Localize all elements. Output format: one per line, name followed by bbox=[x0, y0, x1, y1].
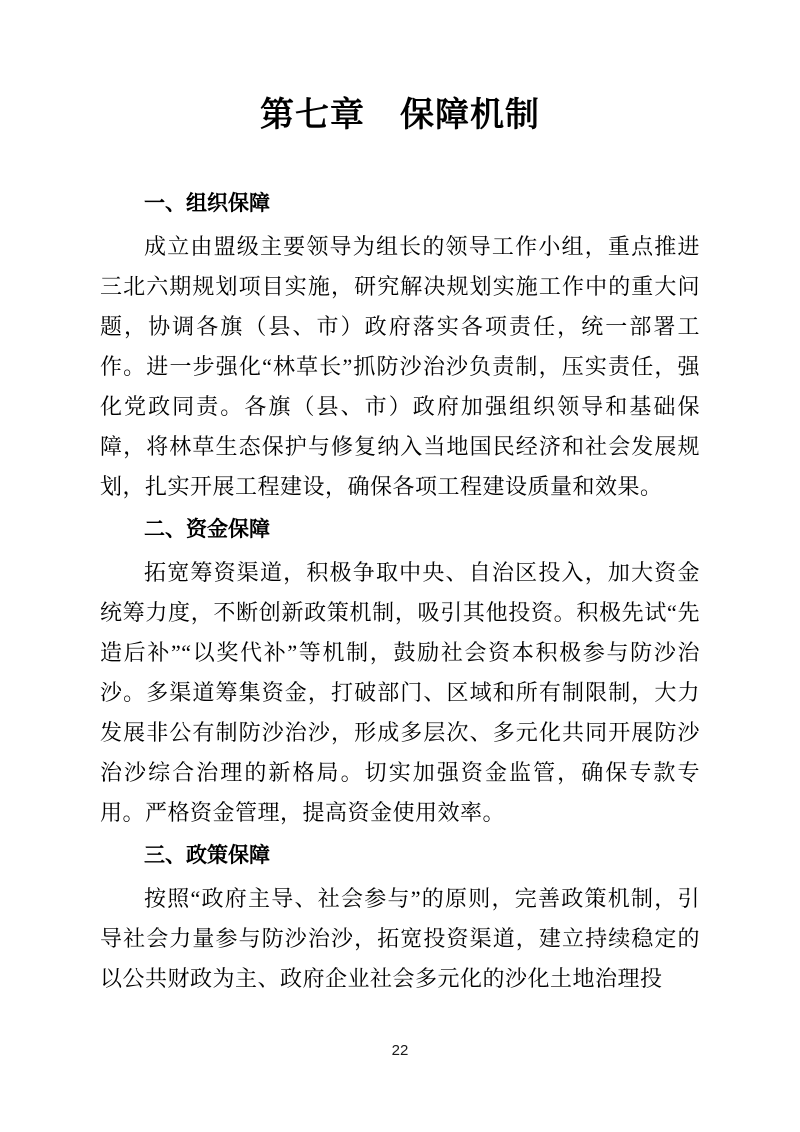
section-funding-guarantee bbox=[100, 510, 700, 833]
section-paragraph-policy: 按照“政府主导、社会参与”的原则，完善政策机制，引导社会力量参与防沙治沙，拓宽投资渠道，建立持续稳定的以公共财政为主、政府企业社会多元化的沙化土地治理投 bbox=[100, 886, 700, 991]
page-number: 22 bbox=[391, 1042, 409, 1059]
section-paragraph-funding: 拓宽筹资渠道，积极争取中央、自治区投入，加大资金统筹力度，不断创新政策机制，吸引其他投资。积极先试“先造后补”“以奖代补”等机制，鼓励社会资本积极参与防沙治沙。多渠道筹集资金，打破部门、区域和所有制限制，大力发展非公有制防沙治沙，形成多层次、多元化共同开展防沙治沙综合治理的新格局。切实加强资金监管，确保专款专用。严格资金管理，提高资金使用效率。 bbox=[100, 560, 700, 825]
section-heading-organizational: 一、组织保障 bbox=[144, 192, 270, 215]
section-policy-guarantee bbox=[100, 836, 700, 999]
section-heading-policy: 三、政策保障 bbox=[144, 844, 270, 867]
section-organizational-guarantee bbox=[100, 184, 700, 507]
chapter-title: 第七章 保障机制 bbox=[260, 96, 540, 134]
section-paragraph-organizational: 成立由盟级主要领导为组长的领导工作小组，重点推进三北六期规划项目实施，研究解决规划实施工作中的重大问题，协调各旗（县、市）政府落实各项责任，统一部署工作。进一步强化“林草长”抓防沙治沙负责制，压实责任，强化党政同责。各旗（县、市）政府加强组织领导和基础保障，将林草生态保护与修复纳入当地国民经济和社会发展规划，扎实开展工程建设，确保各项工程建设质量和效果。 bbox=[100, 234, 700, 499]
section-heading-funding: 二、资金保障 bbox=[144, 518, 270, 541]
